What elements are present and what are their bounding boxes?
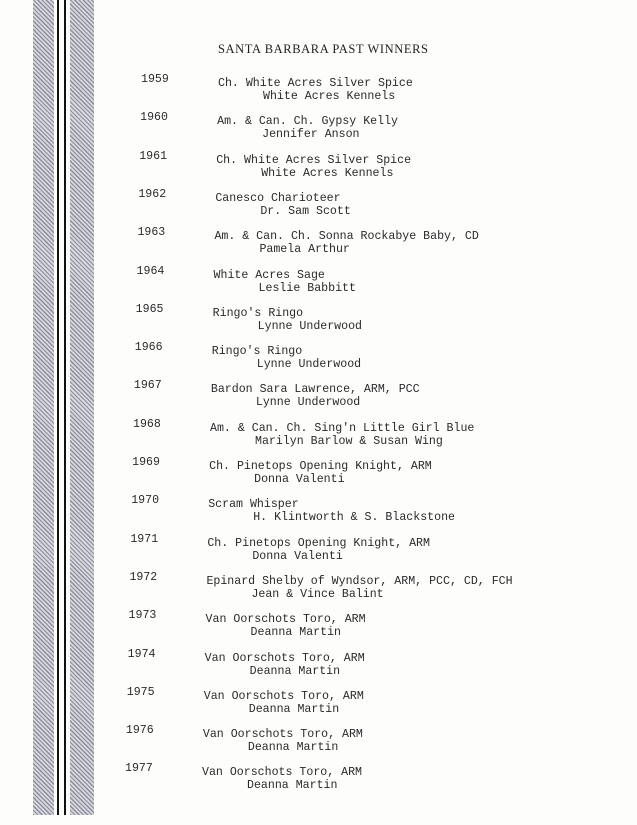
entry-owner: Deanna Martin [248, 702, 340, 716]
entry-dog-name: Ringo's Ringo [211, 345, 303, 359]
entry-year: 1971 [130, 532, 159, 546]
entry-dog-name: Ch. White Acres Silver Spice [218, 77, 413, 90]
entry-owner: White Acres Kennels [263, 90, 396, 103]
entry-dog-name: Canesco Charioteer [215, 191, 341, 205]
entry-dog-name: Ch. Pinetops Opening Knight, ARM [207, 536, 430, 550]
entry-dog-name: Van Oorschots Toro, ARM [203, 689, 364, 703]
page-title: SANTA BARBARA PAST WINNERS [218, 42, 429, 56]
entry-owner: Donna Valenti [252, 549, 343, 563]
entry-owner: Jennifer Anson [262, 128, 360, 142]
entry-owner: Lynne Underwood [256, 358, 362, 372]
entry-year: 1962 [138, 187, 167, 201]
entry-dog-name: Am. & Can. Ch. Gypsy Kelly [217, 115, 399, 129]
entry-year: 1965 [135, 302, 164, 316]
entry-year: 1961 [139, 149, 168, 163]
entry-dog-name: Van Oorschots Toro, ARM [202, 766, 363, 780]
entry-owner: H. Klintworth & S. Blackstone [253, 511, 455, 525]
left-border-hatch [33, 0, 54, 815]
entry-dog-name: Ch. White Acres Silver Spice [216, 153, 412, 167]
left-border-rule [57, 0, 59, 815]
entry-year: 1972 [129, 570, 158, 584]
entry-dog-name: Ringo's Ringo [212, 306, 304, 320]
entry-owner: Deanna Martin [249, 664, 341, 678]
entry-year: 1974 [127, 647, 156, 661]
entry-owner: Jean & Vince Balint [251, 587, 384, 601]
entry-owner: Leslie Babbitt [258, 281, 356, 295]
entry-year: 1968 [133, 417, 161, 431]
entry-owner: Deanna Martin [247, 741, 339, 755]
left-border-hatch [70, 0, 94, 815]
entry-year: 1977 [125, 762, 153, 776]
entry-year: 1976 [125, 724, 154, 738]
entry-owner: Dr. Sam Scott [260, 204, 351, 218]
entry-owner: Pamela Arthur [259, 243, 350, 257]
entry-dog-name: Van Oorschots Toro, ARM [205, 613, 366, 627]
entry-dog-name: White Acres Sage [213, 268, 325, 282]
entry-owner: Deanna Martin [247, 779, 338, 793]
entry-dog-name: Scram Whisper [208, 498, 299, 512]
entry-year: 1973 [128, 609, 157, 623]
entry-year: 1959 [141, 73, 169, 86]
entry-dog-name: Van Oorschots Toro, ARM [202, 728, 363, 742]
left-border-rule [64, 0, 66, 815]
entry-year: 1975 [126, 685, 155, 699]
entry-dog-name: Ch. Pinetops Opening Knight, ARM [209, 460, 432, 473]
entry-dog-name: Van Oorschots Toro, ARM [204, 651, 365, 665]
entry-owner: Lynne Underwood [255, 396, 361, 410]
entry-owner: Deanna Martin [250, 626, 341, 640]
entry-year: 1966 [134, 341, 163, 355]
entry-year: 1967 [133, 379, 162, 393]
entry-owner: White Acres Kennels [261, 166, 394, 180]
entry-dog-name: Bardon Sara Lawrence, ARM, PCC [210, 383, 420, 397]
entry-year: 1960 [140, 111, 168, 125]
entry-dog-name: Am. & Can. Ch. Sonna Rockabye Baby, CD [214, 230, 479, 244]
entry-year: 1963 [137, 226, 166, 240]
entry-year: 1969 [132, 456, 160, 469]
entry-dog-name: Epinard Shelby of Wyndsor, ARM, PCC, CD, FCH [206, 574, 513, 588]
entry-owner: Marilyn Barlow & Susan Wing [255, 434, 443, 448]
entry-owner: Donna Valenti [254, 473, 345, 486]
entry-year: 1964 [136, 264, 165, 278]
entry-dog-name: Am. & Can. Ch. Sing'n Little Girl Blue [210, 421, 475, 435]
entry-year: 1970 [131, 494, 160, 508]
entry-owner: Lynne Underwood [257, 319, 363, 333]
